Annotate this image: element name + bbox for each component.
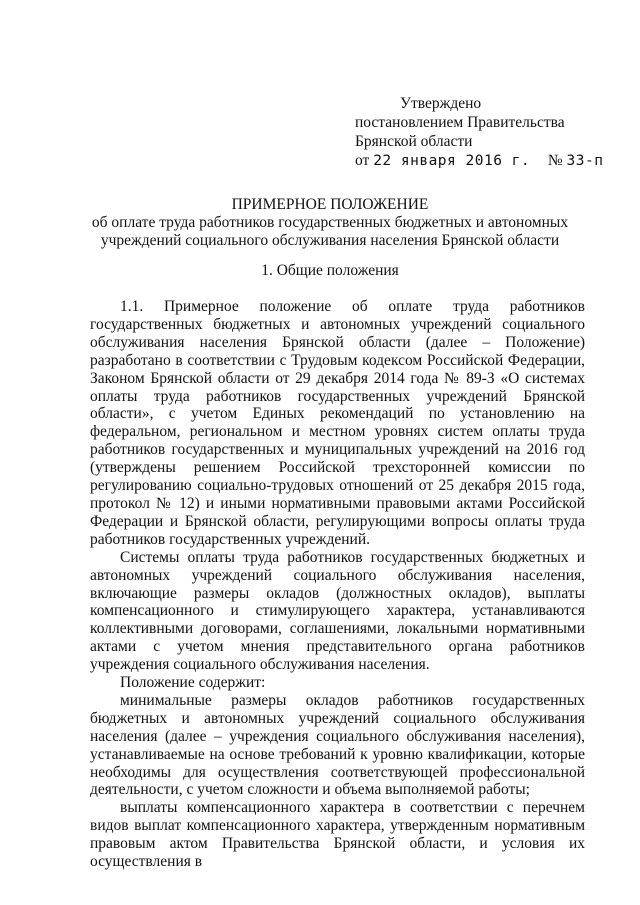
date-prefix: от bbox=[355, 152, 370, 169]
approval-line-date bbox=[355, 151, 603, 171]
title-line-3: учреждений социального обслуживания населения Брянской области bbox=[100, 232, 560, 249]
approval-stamp bbox=[355, 94, 603, 171]
section-heading: 1. Общие положения bbox=[261, 262, 399, 279]
number-prefix: № bbox=[547, 152, 563, 169]
title-line-1: ПРИМЕРНОЕ ПОЛОЖЕНИЕ bbox=[231, 196, 429, 213]
document-body bbox=[90, 298, 585, 871]
approval-number: 33-п bbox=[566, 153, 604, 169]
paragraph-min-salaries: минимальные размеры окладов работников государственных бюджетных и автономных учреждений социального обслуживания населения (далее – учреждения социального обслуживания населения), устанавливаемые на основе требований к уровню квалификации, которые необходимы для осуществления соответствующей профессиональной деятельности, с учетом сложности и объема выполняемой работы; bbox=[90, 691, 585, 799]
approval-date: 22 января 2016 г. bbox=[373, 153, 531, 169]
approval-line-approved: Утверждено bbox=[400, 95, 482, 112]
paragraph-1-1: 1.1. Примерное положение об оплате труда работников государственных бюджетных и автономных учреждений социального обслуживания населения Брянской области (далее – Положение) разработано в соответствии с Трудовым кодексом Российской Федерации, Законом Брянской области от 29 декабря 2014 года № 89-З «О системах оплаты труда работников государственных учреждений Брянской области», с учетом Единых рекомендаций по установлению на федеральном, региональном и местном уровнях систем оплаты труда работников государственных и муниципальных учреждений на 2016 год (утверждены решением Российской трехсторонней комиссии по регулированию социально-трудовых отношений от 25 декабря 2015 года, протокол № 12) и иными нормативными правовыми актами Российской Федерации и Брянской области, регулирующими вопросы оплаты труда работников государственных учреждений. bbox=[90, 298, 585, 548]
title-line-2: об оплате труда работников государственных бюджетных и автономных bbox=[91, 214, 569, 231]
document-title bbox=[60, 196, 600, 250]
approval-line-region: Брянской области bbox=[355, 133, 473, 150]
paragraph-compensation: выплаты компенсационного характера в соответствии с перечнем видов выплат компенсационного характера, утвержденным нормативным правовым актом Правительства Брянской области, и условия их осуществления в bbox=[90, 799, 585, 871]
paragraph-contents-intro: Положение содержит: bbox=[120, 674, 266, 692]
paragraph-pay-systems: Системы оплаты труда работников государственных бюджетных и автономных учреждений социального обслуживания населения, включающие размеры окладов (должностных окладов), выплаты компенсационного и стимулирующего характера, устанавливаются коллективными договорами, соглашениями, локальными нормативными актами с учетом мнения представительного органа работников учреждения социального обслуживания населения. bbox=[90, 548, 585, 674]
approval-line-resolution: постановлением Правительства bbox=[355, 114, 565, 131]
